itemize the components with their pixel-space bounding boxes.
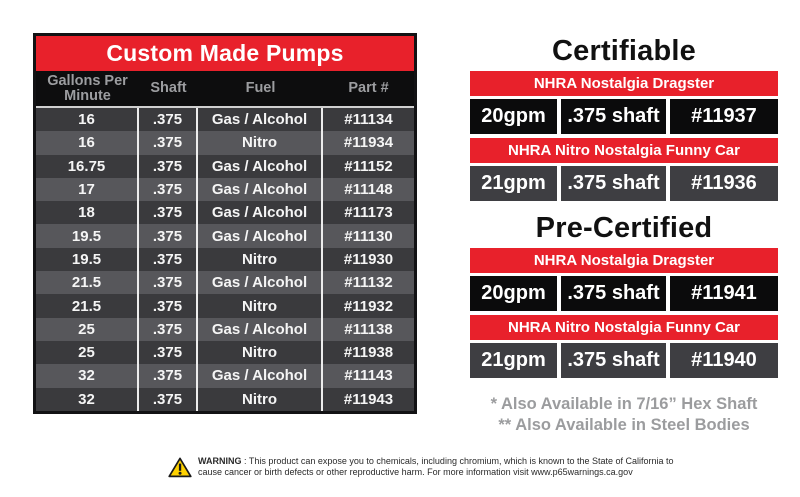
pumps-table-body: [36, 108, 414, 411]
spec-cell-part: #11936: [670, 166, 778, 201]
cell-shaft: .375: [139, 108, 198, 131]
cell-gpm: 21.5: [36, 271, 139, 294]
table-row: [36, 155, 414, 178]
cell-part: #11134: [344, 111, 393, 129]
cell-gpm: 19.5: [36, 224, 139, 247]
table-row: [36, 341, 414, 364]
spec-cell-shaft: .375 shaft: [561, 343, 666, 378]
cell-shaft: .375: [139, 318, 198, 341]
column-header-gpm: Gallons Per Minute: [47, 72, 128, 104]
cell-fuel: Gas / Alcohol: [198, 178, 323, 201]
certification-column: [470, 33, 778, 436]
cell-shaft: .375: [139, 364, 198, 387]
cell-shaft: .375: [139, 388, 198, 411]
warning-line-1-text: : This product can expose you to chemicals, including chromium, which is known to the State of California to: [241, 456, 674, 466]
cell-fuel: Gas / Alcohol: [198, 224, 323, 247]
table-row: [36, 131, 414, 154]
spec-cell-shaft: .375 shaft: [561, 276, 666, 311]
footnote-hex-shaft: * Also Available in 7/16” Hex Shaft: [490, 395, 758, 413]
cell-gpm: 25: [36, 341, 139, 364]
spec-cell-gpm: 21gpm: [470, 343, 557, 378]
spec-cell-gpm: 20gpm: [470, 99, 557, 134]
cell-shaft: .375: [139, 178, 198, 201]
cell-shaft: .375: [139, 341, 198, 364]
cell-fuel: Nitro: [198, 294, 323, 317]
cell-fuel: Gas / Alcohol: [198, 108, 323, 131]
cell-part: #11930: [343, 250, 394, 268]
spec-cell-part: #11940: [670, 343, 778, 378]
cell-fuel: Nitro: [198, 248, 323, 271]
pre-certified-heading: Pre-Certified: [535, 212, 713, 244]
cell-part: #11152: [344, 157, 393, 175]
cell-shaft: .375: [139, 155, 198, 178]
cell-fuel: Nitro: [198, 131, 323, 154]
warning-line-2: cause cancer or birth defects or other reproductive harm. For more information visit www.p65warnings.ca.gov: [198, 467, 633, 477]
cell-fuel: Nitro: [198, 341, 323, 364]
table-row: [36, 364, 414, 387]
banner-nitro-funny-car: NHRA Nitro Nostalgia Funny Car: [470, 138, 778, 163]
column-header-part: Part #: [348, 80, 389, 96]
cell-part: #11173: [344, 204, 393, 222]
cell-part: #11934: [343, 134, 394, 152]
cell-fuel: Gas / Alcohol: [198, 155, 323, 178]
warning-triangle-icon: [168, 457, 192, 478]
cell-gpm: 16: [36, 131, 139, 154]
cell-gpm: 32: [36, 364, 139, 387]
cell-part: #11932: [343, 297, 394, 315]
spec-cell-shaft: .375 shaft: [561, 99, 666, 134]
spec-cell-part: #11941: [670, 276, 778, 311]
certifiable-heading: Certifiable: [551, 35, 696, 67]
cell-part: #11130: [344, 227, 393, 245]
cell-part: #11148: [344, 181, 393, 199]
cell-gpm: 18: [36, 201, 139, 224]
cell-part: #11943: [343, 390, 394, 408]
cell-shaft: .375: [139, 224, 198, 247]
warning-label: WARNING: [198, 456, 242, 466]
table-row: [36, 388, 414, 411]
cell-shaft: .375: [139, 131, 198, 154]
banner-nostalgia-dragster: NHRA Nostalgia Dragster: [470, 248, 778, 273]
spec-cell-shaft: .375 shaft: [561, 166, 666, 201]
banner-nitro-funny-car: NHRA Nitro Nostalgia Funny Car: [470, 315, 778, 340]
pumps-table-title: Custom Made Pumps: [36, 36, 414, 71]
footnotes: [470, 394, 778, 436]
table-row: [36, 108, 414, 131]
banner-nostalgia-dragster: NHRA Nostalgia Dragster: [470, 71, 778, 96]
warning-text: [198, 456, 674, 478]
cell-shaft: .375: [139, 201, 198, 224]
table-row: [36, 271, 414, 294]
cell-shaft: .375: [139, 271, 198, 294]
cell-gpm: 21.5: [36, 294, 139, 317]
warning-line-1: [198, 456, 674, 467]
prop65-warning: [168, 456, 678, 478]
cell-shaft: .375: [139, 248, 198, 271]
column-header-shaft: Shaft: [150, 80, 187, 96]
cell-gpm: 17: [36, 178, 139, 201]
pumps-table-header: [36, 71, 414, 108]
cell-gpm: 16: [36, 108, 139, 131]
cell-fuel: Gas / Alcohol: [198, 201, 323, 224]
cell-fuel: Nitro: [198, 388, 323, 411]
spec-cell-gpm: 20gpm: [470, 276, 557, 311]
table-row: [36, 178, 414, 201]
column-header-fuel: Fuel: [245, 80, 276, 96]
footnote-steel-bodies: ** Also Available in Steel Bodies: [498, 416, 750, 434]
cell-shaft: .375: [139, 294, 198, 317]
spec-row: [470, 343, 778, 378]
cell-part: #11138: [344, 320, 393, 338]
spec-row: [470, 276, 778, 311]
cell-part: #11143: [344, 367, 393, 385]
cell-gpm: 19.5: [36, 248, 139, 271]
pumps-table: [33, 33, 417, 414]
cell-gpm: 32: [36, 388, 139, 411]
cell-fuel: Gas / Alcohol: [198, 318, 323, 341]
cell-fuel: Gas / Alcohol: [198, 271, 323, 294]
table-row: [36, 224, 414, 247]
table-row: [36, 248, 414, 271]
table-row: [36, 318, 414, 341]
cell-gpm: 25: [36, 318, 139, 341]
spec-row: [470, 99, 778, 134]
cell-part: #11938: [343, 344, 394, 362]
spec-cell-part: #11937: [670, 99, 778, 134]
table-row: [36, 201, 414, 224]
cell-gpm: 16.75: [36, 155, 139, 178]
cell-fuel: Gas / Alcohol: [198, 364, 323, 387]
spec-row: [470, 166, 778, 201]
table-row: [36, 294, 414, 317]
cell-part: #11132: [344, 274, 393, 292]
spec-cell-gpm: 21gpm: [470, 166, 557, 201]
